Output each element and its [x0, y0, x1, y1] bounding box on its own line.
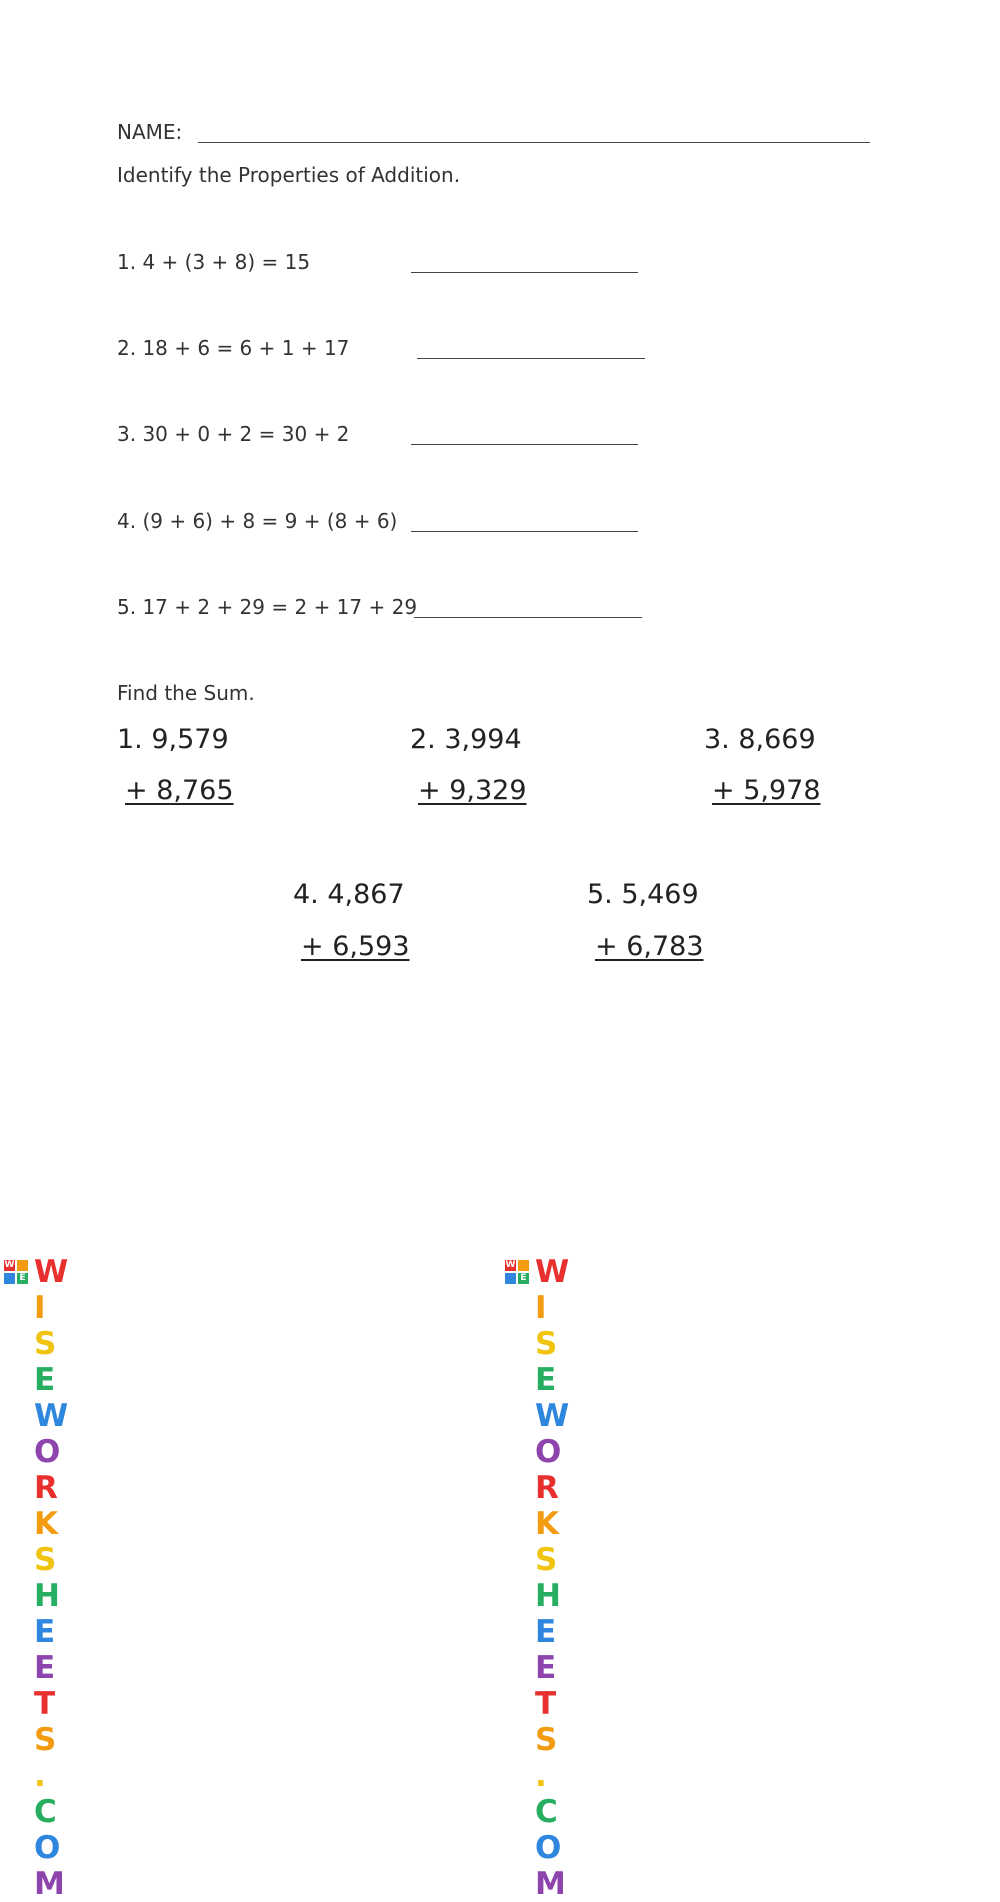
sum-problem-3-top: 3. 8,669 [704, 724, 816, 755]
logo-cell: W [505, 1260, 516, 1270]
brand-text [34, 1254, 70, 1902]
property-question-2: 2. 18 + 6 = 6 + 1 + 17 [117, 336, 350, 360]
brand-letter: E [535, 1650, 558, 1686]
sum-problem-2-top: 2. 3,994 [410, 724, 522, 755]
property-question-4: 4. (9 + 6) + 8 = 9 + (8 + 6) [117, 509, 398, 533]
brand-letter: K [34, 1506, 60, 1542]
brand-letter: S [34, 1326, 58, 1362]
property-question-1: 1. 4 + (3 + 8) = 15 [117, 250, 311, 274]
brand-letter: M [535, 1866, 568, 1902]
brand-letter: R [535, 1470, 561, 1506]
answer-blank-3[interactable] [411, 444, 638, 445]
name-label: NAME: [117, 120, 183, 144]
brand-letter: T [34, 1686, 57, 1722]
logo-icon [4, 1260, 28, 1284]
logo-cell: E [518, 1273, 529, 1284]
logo-cell [4, 1273, 15, 1284]
sum-problem-3-bottom: + 5,978 [712, 775, 821, 806]
logo-cell: E [17, 1273, 28, 1284]
logo-cell [505, 1273, 516, 1284]
brand-letter: S [535, 1542, 559, 1578]
brand-letter: I [34, 1290, 48, 1326]
brand-letter: W [535, 1254, 571, 1290]
sum-problem-5-bottom: + 6,783 [595, 931, 704, 962]
answer-blank-1[interactable] [411, 272, 638, 273]
brand-letter: W [34, 1398, 70, 1434]
brand-letter: W [34, 1254, 70, 1290]
brand-letter: S [535, 1722, 559, 1758]
brand-letter: O [34, 1434, 62, 1470]
answer-blank-2[interactable] [417, 358, 645, 359]
answer-blank-5[interactable] [414, 617, 642, 618]
brand-text [535, 1254, 571, 1902]
brand-letter: . [535, 1758, 549, 1794]
logo-cell: W [4, 1260, 15, 1270]
logo-cell [17, 1260, 28, 1271]
name-field[interactable] [198, 142, 870, 143]
brand-letter: S [34, 1542, 58, 1578]
brand-letter: O [535, 1434, 563, 1470]
brand-letter: M [34, 1866, 67, 1902]
sum-problem-2-bottom: + 9,329 [418, 775, 527, 806]
brand-letter: S [535, 1326, 559, 1362]
brand-letter: R [34, 1470, 60, 1506]
brand-letter: C [34, 1794, 59, 1830]
logo-icon [505, 1260, 529, 1284]
sum-problem-1-bottom: + 8,765 [125, 775, 234, 806]
property-question-3: 3. 30 + 0 + 2 = 30 + 2 [117, 422, 350, 446]
property-question-5: 5. 17 + 2 + 29 = 2 + 17 + 29 [117, 595, 418, 619]
brand-letter: E [535, 1614, 558, 1650]
brand-letter: W [535, 1398, 571, 1434]
brand-letter: H [535, 1578, 563, 1614]
sum-problem-5-top: 5. 5,469 [587, 879, 699, 910]
brand-letter: . [34, 1758, 48, 1794]
brand-letter: E [34, 1362, 57, 1398]
brand-letter: K [535, 1506, 561, 1542]
answer-blank-4[interactable] [411, 531, 638, 532]
sum-problem-4-bottom: + 6,593 [301, 931, 410, 962]
footer-banner [0, 1254, 1000, 1902]
sum-section-title: Find the Sum. [117, 681, 255, 705]
brand-letter: O [34, 1830, 62, 1866]
brand-letter: H [34, 1578, 62, 1614]
instructions: Identify the Properties of Addition. [117, 163, 461, 187]
brand-letter: O [535, 1830, 563, 1866]
brand-letter: I [535, 1290, 549, 1326]
brand-letter: E [34, 1650, 57, 1686]
sum-problem-4-top: 4. 4,867 [293, 879, 405, 910]
brand-letter: E [535, 1362, 558, 1398]
logo-cell [518, 1260, 529, 1271]
brand-letter: S [34, 1722, 58, 1758]
brand-letter: E [34, 1614, 57, 1650]
brand-letter: T [535, 1686, 558, 1722]
sum-problem-1-top: 1. 9,579 [117, 724, 229, 755]
brand-letter: C [535, 1794, 560, 1830]
